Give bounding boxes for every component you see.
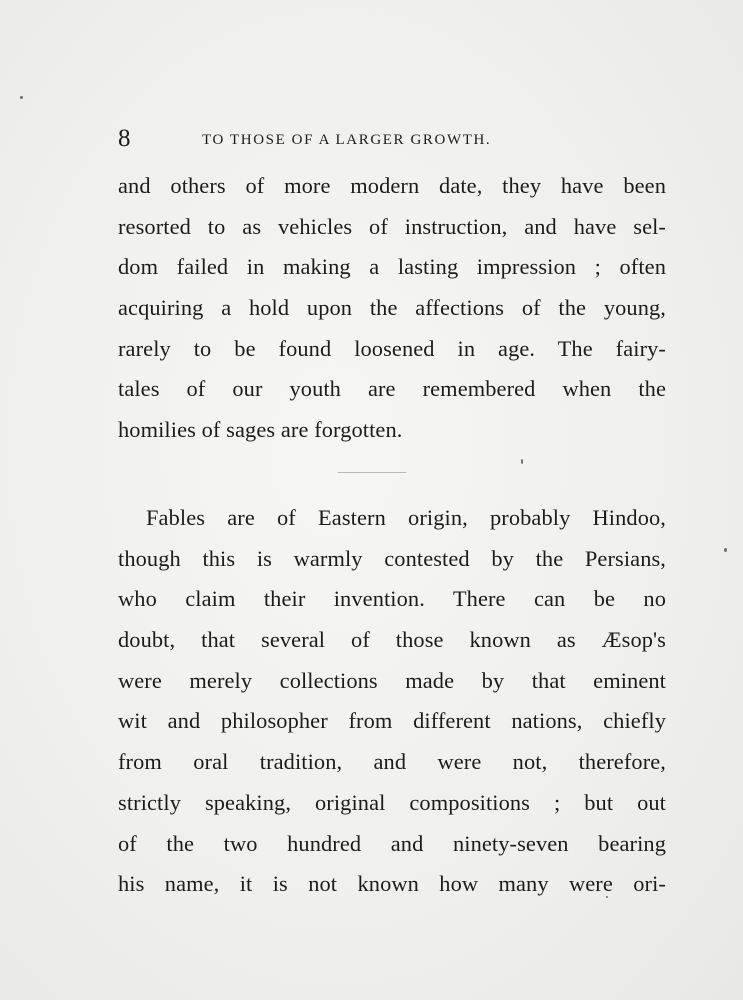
paragraph-1	[118, 166, 666, 451]
text-line: acquiring a hold upon the affections of the young,	[118, 295, 666, 321]
text-line: Fables are of Eastern origin, probably Hindoo,	[146, 505, 666, 530]
text-line: of the two hundred and ninety-seven bearing	[118, 830, 666, 856]
running-head	[118, 122, 678, 156]
page-number: 8	[118, 125, 131, 152]
paper-speck	[606, 896, 608, 898]
text-line: and others of more modern date, they have been	[118, 173, 666, 198]
text-line: though this is warmly contested by the Persians,	[118, 545, 666, 571]
text-line: were merely collections made by that eminent	[118, 667, 666, 693]
text-line: from oral tradition, and were not, therefore,	[118, 749, 666, 775]
paragraph-2	[118, 498, 666, 905]
text-line: tales of our youth are remembered when the	[118, 376, 666, 402]
paper-speck	[20, 96, 23, 99]
text-line: rarely to be found loosened in age. The fairy-	[118, 335, 666, 361]
section-divider	[338, 472, 406, 473]
text-line: dom failed in making a lasting impression ; often	[118, 254, 666, 280]
text-line: wit and philosopher from different nations, chiefly	[118, 708, 666, 734]
text-line: his name, it is not known how many were ori-	[118, 871, 666, 897]
text-line: homilies of sages are forgotten.	[118, 417, 403, 443]
running-title: TO THOSE OF A LARGER GROWTH.	[202, 132, 492, 148]
text-line: doubt, that several of those known as Æsop's	[118, 627, 666, 653]
text-line: strictly speaking, original compositions ; but out	[118, 789, 666, 815]
paper-speck	[521, 459, 523, 464]
text-line: who claim their invention. There can be no	[118, 586, 666, 612]
text-line: resorted to as vehicles of instruction, and have sel-	[118, 213, 666, 239]
paper-speck	[724, 548, 727, 552]
